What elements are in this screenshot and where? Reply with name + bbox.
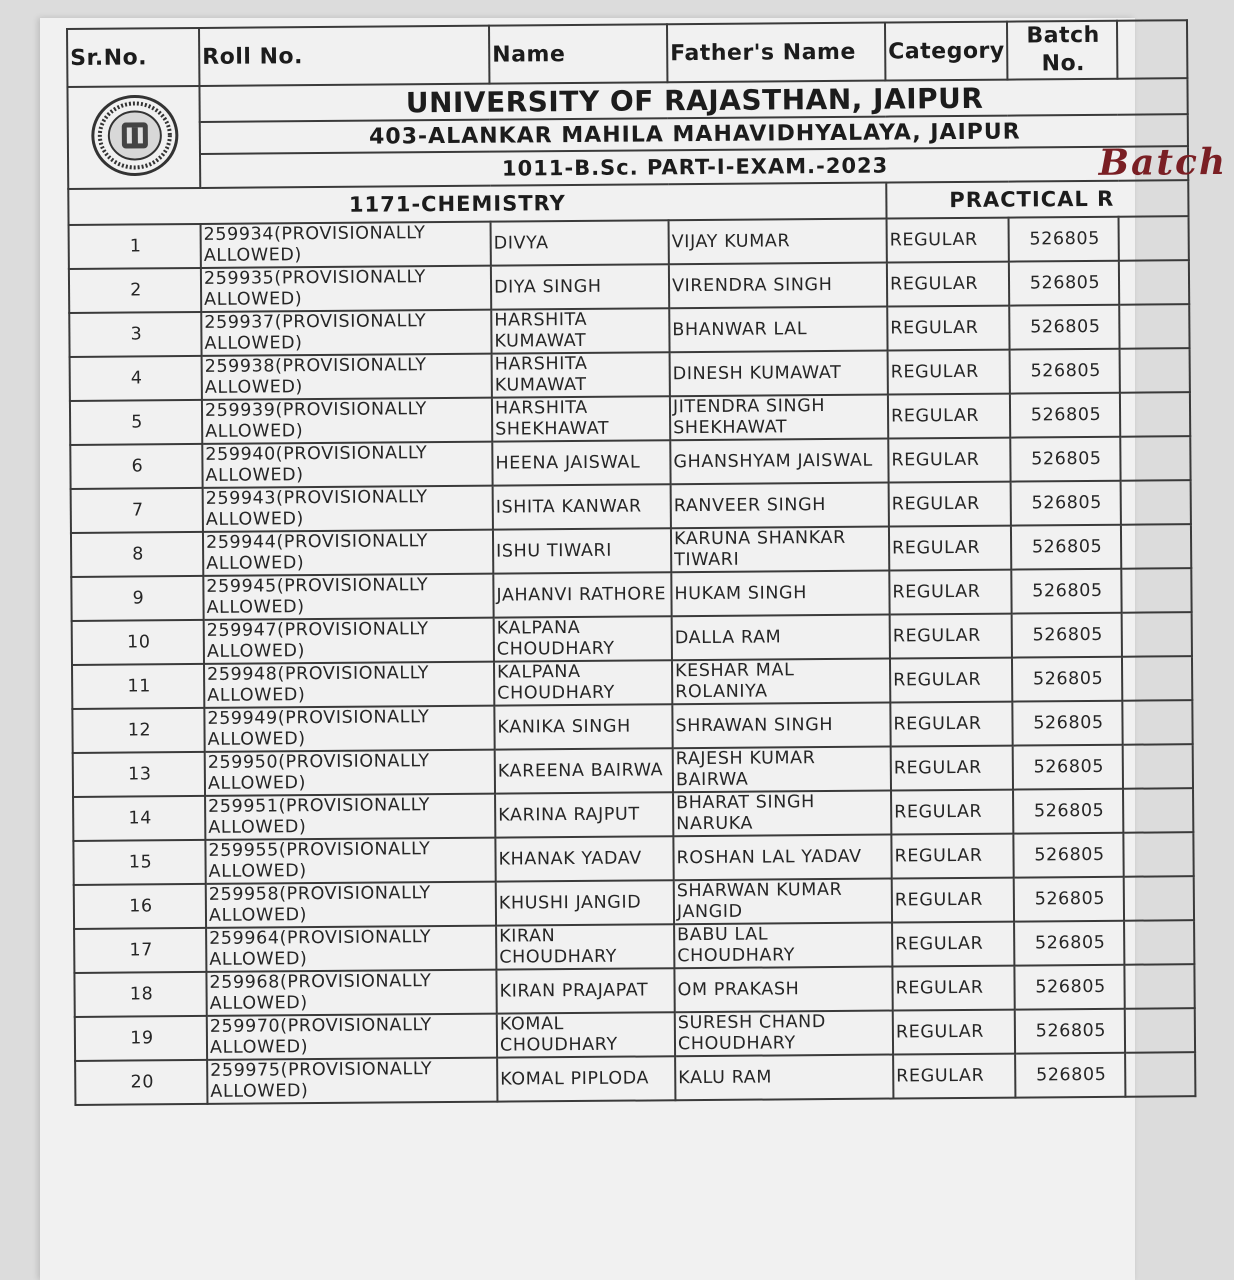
cell-sr: 10: [72, 620, 204, 665]
cell-name: KOMAL PIPLODA: [497, 1056, 675, 1101]
subject-title: 1171-CHEMISTRY: [68, 183, 886, 225]
cell-category: REGULAR: [891, 834, 1013, 879]
cell-batch: 526805: [1009, 217, 1119, 262]
cell-name: HARSHITA KUMAWAT: [492, 352, 670, 397]
cell-batch: 526805: [1014, 965, 1124, 1010]
cell-category: REGULAR: [892, 922, 1014, 967]
cell-father: KESHAR MAL ROLANIYA: [672, 659, 890, 705]
university-name: UNIVERSITY OF RAJASTHAN, JAIPUR: [199, 78, 1187, 122]
cell-extra: [1123, 788, 1193, 833]
cell-roll: 259940(PROVISIONALLY ALLOWED): [202, 442, 492, 488]
cell-batch: 526805: [1010, 437, 1120, 482]
cell-roll: 259975(PROVISIONALLY ALLOWED): [207, 1058, 497, 1104]
cell-sr: 1: [69, 224, 201, 269]
cell-sr: 19: [75, 1016, 207, 1061]
handwritten-note: Batch: [1098, 140, 1228, 184]
cell-sr: 16: [74, 884, 206, 929]
cell-extra: [1121, 524, 1191, 569]
cell-category: REGULAR: [887, 218, 1009, 263]
cell-extra: [1121, 568, 1191, 613]
cell-father: BHANWAR LAL: [669, 307, 887, 353]
practical-title: PRACTICAL R: [886, 180, 1188, 218]
logo-cell: [67, 86, 200, 189]
cell-extra: [1125, 1008, 1195, 1053]
cell-father: GHANSHYAM JAISWAL: [670, 439, 888, 485]
cell-name: KIRAN CHOUDHARY: [496, 924, 674, 969]
cell-name: KARINA RAJPUT: [495, 792, 673, 837]
cell-father: KALU RAM: [675, 1055, 893, 1101]
cell-father: OM PRAKASH: [674, 967, 892, 1013]
cell-name: KAREENA BAIRWA: [495, 748, 673, 793]
cell-category: REGULAR: [890, 614, 1012, 659]
column-header-name: Name: [489, 24, 667, 83]
cell-extra: [1125, 1052, 1195, 1097]
cell-extra: [1119, 260, 1189, 305]
cell-category: REGULAR: [887, 262, 1009, 307]
student-rows: [69, 216, 1196, 1105]
cell-sr: 17: [74, 928, 206, 973]
cell-batch: 526805: [1014, 877, 1124, 922]
cell-roll: 259948(PROVISIONALLY ALLOWED): [204, 662, 494, 708]
cell-batch: 526805: [1015, 1053, 1125, 1098]
cell-father: VIRENDRA SINGH: [669, 263, 887, 309]
cell-father: KARUNA SHANKAR TIWARI: [671, 527, 889, 573]
column-header-roll: Roll No.: [199, 26, 489, 86]
cell-category: REGULAR: [892, 878, 1014, 923]
cell-extra: [1120, 436, 1190, 481]
cell-category: REGULAR: [889, 570, 1011, 615]
cell-sr: 8: [71, 532, 203, 577]
cell-roll: 259944(PROVISIONALLY ALLOWED): [203, 530, 493, 576]
cell-roll: 259938(PROVISIONALLY ALLOWED): [202, 354, 492, 400]
cell-roll: 259943(PROVISIONALLY ALLOWED): [203, 486, 493, 532]
cell-batch: 526805: [1013, 745, 1123, 790]
cell-extra: [1119, 304, 1189, 349]
column-header-extra: [1117, 20, 1187, 79]
cell-batch: 526805: [1010, 349, 1120, 394]
cell-name: KANIKA SINGH: [494, 704, 672, 749]
cell-roll: 259945(PROVISIONALLY ALLOWED): [203, 574, 493, 620]
cell-batch: 526805: [1013, 789, 1123, 834]
cell-batch: 526805: [1014, 921, 1124, 966]
column-header-batch: Batch No.: [1007, 21, 1117, 80]
cell-category: REGULAR: [891, 790, 1013, 835]
cell-name: KIRAN PRAJAPAT: [496, 968, 674, 1013]
cell-roll: 259949(PROVISIONALLY ALLOWED): [204, 706, 494, 752]
cell-name: ISHITA KANWAR: [493, 484, 671, 529]
cell-name: JAHANVI RATHORE: [493, 572, 671, 617]
cell-father: HUKAM SINGH: [671, 571, 889, 617]
cell-category: REGULAR: [888, 350, 1010, 395]
cell-batch: 526805: [1011, 569, 1121, 614]
cell-batch: 526805: [1011, 525, 1121, 570]
cell-sr: 15: [73, 840, 205, 885]
cell-extra: [1120, 348, 1190, 393]
cell-name: KHUSHI JANGID: [496, 880, 674, 925]
cell-sr: 5: [70, 400, 202, 445]
cell-sr: 13: [73, 752, 205, 797]
cell-roll: 259937(PROVISIONALLY ALLOWED): [201, 310, 491, 356]
cell-category: REGULAR: [892, 966, 1014, 1011]
cell-extra: [1124, 964, 1194, 1009]
cell-father: DALLA RAM: [672, 615, 890, 661]
cell-extra: [1123, 832, 1193, 877]
cell-extra: [1122, 700, 1192, 745]
cell-sr: 2: [69, 268, 201, 313]
cell-sr: 20: [75, 1060, 207, 1105]
cell-sr: 6: [70, 444, 202, 489]
cell-roll: 259955(PROVISIONALLY ALLOWED): [205, 838, 495, 884]
cell-batch: 526805: [1013, 833, 1123, 878]
cell-extra: [1122, 612, 1192, 657]
college-name: 403-ALANKAR MAHILA MAHAVIDHYALAYA, JAIPUR: [200, 114, 1188, 154]
cell-category: REGULAR: [890, 658, 1012, 703]
university-seal-icon: [89, 92, 182, 179]
exam-title-text: 1011-B.Sc. PART-I-EXAM.-2023: [501, 153, 889, 181]
cell-roll: 259951(PROVISIONALLY ALLOWED): [205, 794, 495, 840]
cell-category: REGULAR: [889, 526, 1011, 571]
cell-father: ROSHAN LAL YADAV: [673, 835, 891, 881]
cell-name: KALPANA CHOUDHARY: [494, 616, 672, 661]
cell-name: KALPANA CHOUDHARY: [494, 660, 672, 705]
cell-category: REGULAR: [893, 1010, 1015, 1055]
cell-sr: 18: [74, 972, 206, 1017]
cell-batch: 526805: [1009, 261, 1119, 306]
cell-roll: 259935(PROVISIONALLY ALLOWED): [201, 266, 491, 312]
cell-father: SHRAWAN SINGH: [672, 703, 890, 749]
cell-roll: 259939(PROVISIONALLY ALLOWED): [202, 398, 492, 444]
cell-extra: [1124, 876, 1194, 921]
cell-category: REGULAR: [887, 306, 1009, 351]
cell-name: DIVYA: [491, 220, 669, 265]
column-header-sr: Sr.No.: [67, 28, 199, 87]
cell-sr: 14: [73, 796, 205, 841]
cell-batch: 526805: [1011, 481, 1121, 526]
cell-batch: 526805: [1009, 305, 1119, 350]
cell-father: VIJAY KUMAR: [669, 219, 887, 265]
cell-extra: [1123, 744, 1193, 789]
cell-father: JITENDRA SINGH SHEKHAWAT: [670, 395, 888, 441]
cell-father: SHARWAN KUMAR JANGID: [674, 879, 892, 925]
cell-sr: 7: [71, 488, 203, 533]
cell-sr: 3: [69, 312, 201, 357]
column-header-father: Father's Name: [667, 23, 885, 83]
cell-batch: 526805: [1010, 393, 1120, 438]
cell-category: REGULAR: [888, 438, 1010, 483]
cell-category: REGULAR: [888, 394, 1010, 439]
column-header-category: Category: [885, 22, 1007, 81]
cell-father: SURESH CHAND CHOUDHARY: [675, 1011, 893, 1057]
cell-roll: 259970(PROVISIONALLY ALLOWED): [207, 1014, 497, 1060]
cell-name: DIYA SINGH: [491, 264, 669, 309]
cell-category: REGULAR: [893, 1054, 1015, 1099]
cell-roll: 259934(PROVISIONALLY ALLOWED): [201, 222, 491, 268]
table-row: [75, 1052, 1195, 1105]
cell-extra: [1122, 656, 1192, 701]
cell-name: HEENA JAISWAL: [492, 440, 670, 485]
cell-roll: 259947(PROVISIONALLY ALLOWED): [204, 618, 494, 664]
cell-batch: 526805: [1012, 613, 1122, 658]
exam-document: [66, 20, 1228, 1106]
cell-extra: [1124, 920, 1194, 965]
cell-sr: 12: [72, 708, 204, 753]
cell-category: REGULAR: [889, 482, 1011, 527]
cell-sr: 4: [70, 356, 202, 401]
cell-father: BHARAT SINGH NARUKA: [673, 791, 891, 837]
cell-father: RANVEER SINGH: [671, 483, 889, 529]
cell-extra: [1119, 216, 1189, 261]
cell-father: RAJESH KUMAR BAIRWA: [673, 747, 891, 793]
cell-father: DINESH KUMAWAT: [670, 351, 888, 397]
cell-batch: 526805: [1015, 1009, 1125, 1054]
cell-sr: 9: [71, 576, 203, 621]
cell-name: ISHU TIWARI: [493, 528, 671, 573]
cell-name: KHANAK YADAV: [495, 836, 673, 881]
cell-batch: 526805: [1012, 701, 1122, 746]
cell-name: HARSHITA SHEKHAWAT: [492, 396, 670, 441]
cell-extra: [1121, 480, 1191, 525]
cell-extra: [1120, 392, 1190, 437]
cell-name: KOMAL CHOUDHARY: [497, 1012, 675, 1057]
cell-roll: 259964(PROVISIONALLY ALLOWED): [206, 926, 496, 972]
cell-category: REGULAR: [890, 702, 1012, 747]
cell-roll: 259958(PROVISIONALLY ALLOWED): [206, 882, 496, 928]
cell-category: REGULAR: [891, 746, 1013, 791]
cell-roll: 259950(PROVISIONALLY ALLOWED): [205, 750, 495, 796]
document-table: [66, 19, 1228, 1106]
cell-father: BABU LAL CHOUDHARY: [674, 923, 892, 969]
cell-name: HARSHITA KUMAWAT: [491, 308, 669, 353]
cell-batch: 526805: [1012, 657, 1122, 702]
cell-sr: 11: [72, 664, 204, 709]
cell-roll: 259968(PROVISIONALLY ALLOWED): [206, 970, 496, 1016]
